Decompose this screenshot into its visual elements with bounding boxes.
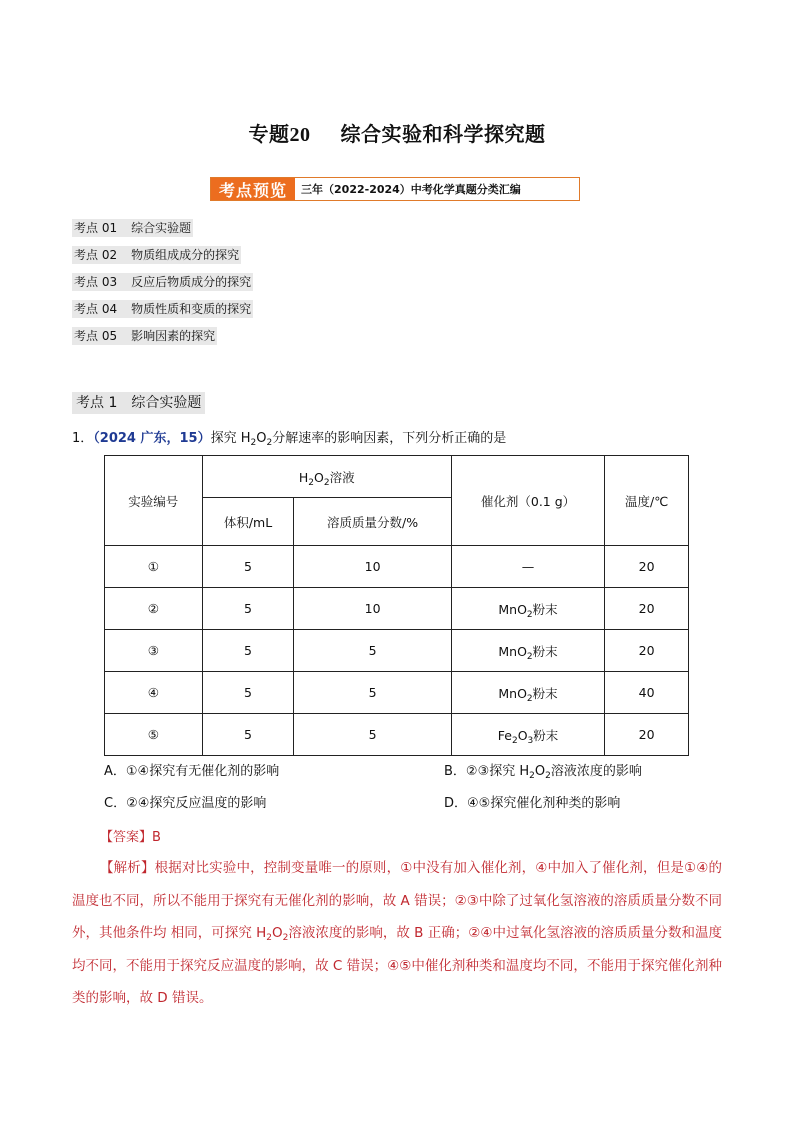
- section-heading: [72, 392, 205, 414]
- stem-part: O: [256, 431, 267, 446]
- kaodian-item-2[interactable]: [72, 246, 241, 264]
- cell-catalyst: [451, 546, 604, 588]
- header-catalyst: 催化剂（0.1 g）: [451, 456, 604, 546]
- stem-part: 探究 H: [210, 431, 251, 446]
- cell-volume: 5: [202, 546, 294, 588]
- title-number: 20: [289, 124, 311, 146]
- experiment-table: [104, 455, 689, 756]
- option-d[interactable]: D．④⑤探究催化剂种类的影响: [444, 796, 621, 811]
- option-c[interactable]: C．②④探究反应温度的影响: [104, 796, 267, 811]
- kaodian-label: 考点 03: [74, 275, 118, 289]
- kaodian-item-1[interactable]: [72, 219, 193, 237]
- kaodian-text: 物质性质和变质的探究: [131, 302, 252, 316]
- cell-volume: 5: [202, 714, 294, 756]
- cell-id: ①: [105, 546, 203, 588]
- cell-temp: 20: [605, 546, 689, 588]
- cell-volume: 5: [202, 630, 294, 672]
- cell-temp: 20: [605, 714, 689, 756]
- header-solution-part: O: [313, 469, 324, 485]
- cell-id: ②: [105, 588, 203, 630]
- stem-sub: 2: [250, 438, 257, 448]
- cat-part: 粉末: [533, 727, 559, 743]
- option-b[interactable]: [444, 763, 642, 781]
- cat-part: MnO: [498, 601, 527, 617]
- kaodian-text: 影响因素的探究: [131, 329, 216, 343]
- header-solution: [202, 456, 451, 498]
- stem-part: 分解速率的影响因素，下列分析正确的是: [272, 431, 507, 446]
- kaodian-text: 物质组成成分的探究: [131, 248, 240, 262]
- cat-part: 粉末: [532, 601, 558, 617]
- cell-catalyst: [451, 672, 604, 714]
- option-b-part: O: [534, 764, 546, 779]
- kaodian-text: 反应后物质成分的探究: [131, 275, 252, 289]
- section-label: 考点 1: [76, 395, 118, 411]
- banner-tag: 考点预览: [211, 178, 295, 200]
- header-solution-part: 溶液: [329, 469, 355, 485]
- question-number: 1．: [72, 431, 94, 446]
- cell-fraction: 10: [294, 546, 451, 588]
- table-row: [105, 672, 689, 714]
- stem-sub: 2: [266, 438, 273, 448]
- option-b-part: B．②③探究 H: [444, 764, 530, 779]
- cell-fraction: 5: [294, 672, 451, 714]
- analysis-part: 【解析】根据对比实验中，控制变量唯一的原则，①中没有加入催化剂，④中加入了催化剂，但是①④的温度也不同，所以不能用于探究有无催化剂的影响，故 A 错误；②③中除了过氧化氢溶液的溶质质量分数不同外，其他条件均 相同，可探究 H: [72, 860, 722, 941]
- cat-sub: 3: [527, 735, 534, 746]
- cat-part: O: [517, 727, 528, 743]
- option-a[interactable]: A．①④探究有无催化剂的影响: [104, 764, 280, 779]
- title-prefix: 专题: [248, 122, 290, 146]
- answer: 【答案】B: [100, 830, 161, 845]
- analysis-part: O: [272, 925, 283, 941]
- cell-id: ⑤: [105, 714, 203, 756]
- cat-sub: 2: [526, 651, 533, 662]
- table-row: [105, 630, 689, 672]
- cell-temp: 20: [605, 588, 689, 630]
- kaodian-item-3[interactable]: [72, 273, 253, 291]
- cat-sub: 2: [511, 735, 518, 746]
- header-solution-sub: 2: [323, 477, 330, 488]
- table-row: [105, 714, 689, 756]
- cell-temp: 20: [605, 630, 689, 672]
- cell-fraction: 5: [294, 630, 451, 672]
- banner-text: 三年（2022-2024）中考化学真题分类汇编: [301, 183, 521, 196]
- header-temp: 温度/℃: [605, 456, 689, 546]
- kaodian-label: 考点 02: [74, 248, 118, 262]
- kaodian-label: 考点 05: [74, 329, 118, 343]
- cell-catalyst: [451, 630, 604, 672]
- cell-catalyst: [451, 714, 604, 756]
- cell-id: ③: [105, 630, 203, 672]
- header-solution-sub: 2: [308, 477, 314, 488]
- header-fraction: 溶质质量分数/%: [294, 498, 451, 546]
- section-text: 综合实验题: [131, 395, 202, 411]
- kaodian-text: 综合实验题: [131, 221, 192, 235]
- header-volume: 体积/mL: [202, 498, 294, 546]
- table-row: [105, 588, 689, 630]
- cell-catalyst: [451, 588, 604, 630]
- kaodian-item-4[interactable]: [72, 300, 253, 318]
- cell-fraction: 10: [294, 588, 451, 630]
- preview-banner: [210, 177, 580, 201]
- cat-part: MnO: [498, 643, 527, 659]
- cat-part: —: [521, 559, 535, 574]
- option-b-sub: 2: [545, 771, 551, 781]
- kaodian-label: 考点 01: [74, 221, 118, 235]
- analysis-sub: 2: [282, 933, 289, 943]
- cat-part: Fe: [497, 727, 512, 743]
- kaodian-item-5[interactable]: [72, 327, 217, 345]
- option-b-part: 溶液浓度的影响: [550, 764, 642, 779]
- cat-part: MnO: [498, 685, 527, 701]
- cell-volume: 5: [202, 588, 294, 630]
- cell-temp: 40: [605, 672, 689, 714]
- cat-part: 粉末: [532, 643, 558, 659]
- question-stem: [72, 430, 506, 448]
- cell-volume: 5: [202, 672, 294, 714]
- cat-sub: 2: [526, 609, 533, 620]
- analysis-part: 溶液浓度的影响，故 B 正确；②④中过氧化氢溶液的溶质质量分数和温度均不同，不能用于探究反应温度的影响，故 C 错误；④⑤中催化剂种类和温度均不同，不能用于探究催化剂种类的影响，故 D 错误。: [72, 925, 722, 1006]
- page-title: [0, 118, 794, 147]
- header-solution-part: H: [298, 469, 309, 485]
- question-source: （2024 广东，15）: [93, 431, 211, 446]
- analysis: [72, 852, 722, 1015]
- table-row: [105, 546, 689, 588]
- cat-part: 粉末: [532, 685, 558, 701]
- option-b-sub: 2: [529, 771, 535, 781]
- cell-fraction: 5: [294, 714, 451, 756]
- header-id: 实验编号: [105, 456, 203, 546]
- kaodian-label: 考点 04: [74, 302, 118, 316]
- cat-sub: 2: [526, 693, 533, 704]
- cell-id: ④: [105, 672, 203, 714]
- title-text: 综合实验和科学探究题: [340, 122, 546, 146]
- analysis-sub: 2: [266, 933, 272, 943]
